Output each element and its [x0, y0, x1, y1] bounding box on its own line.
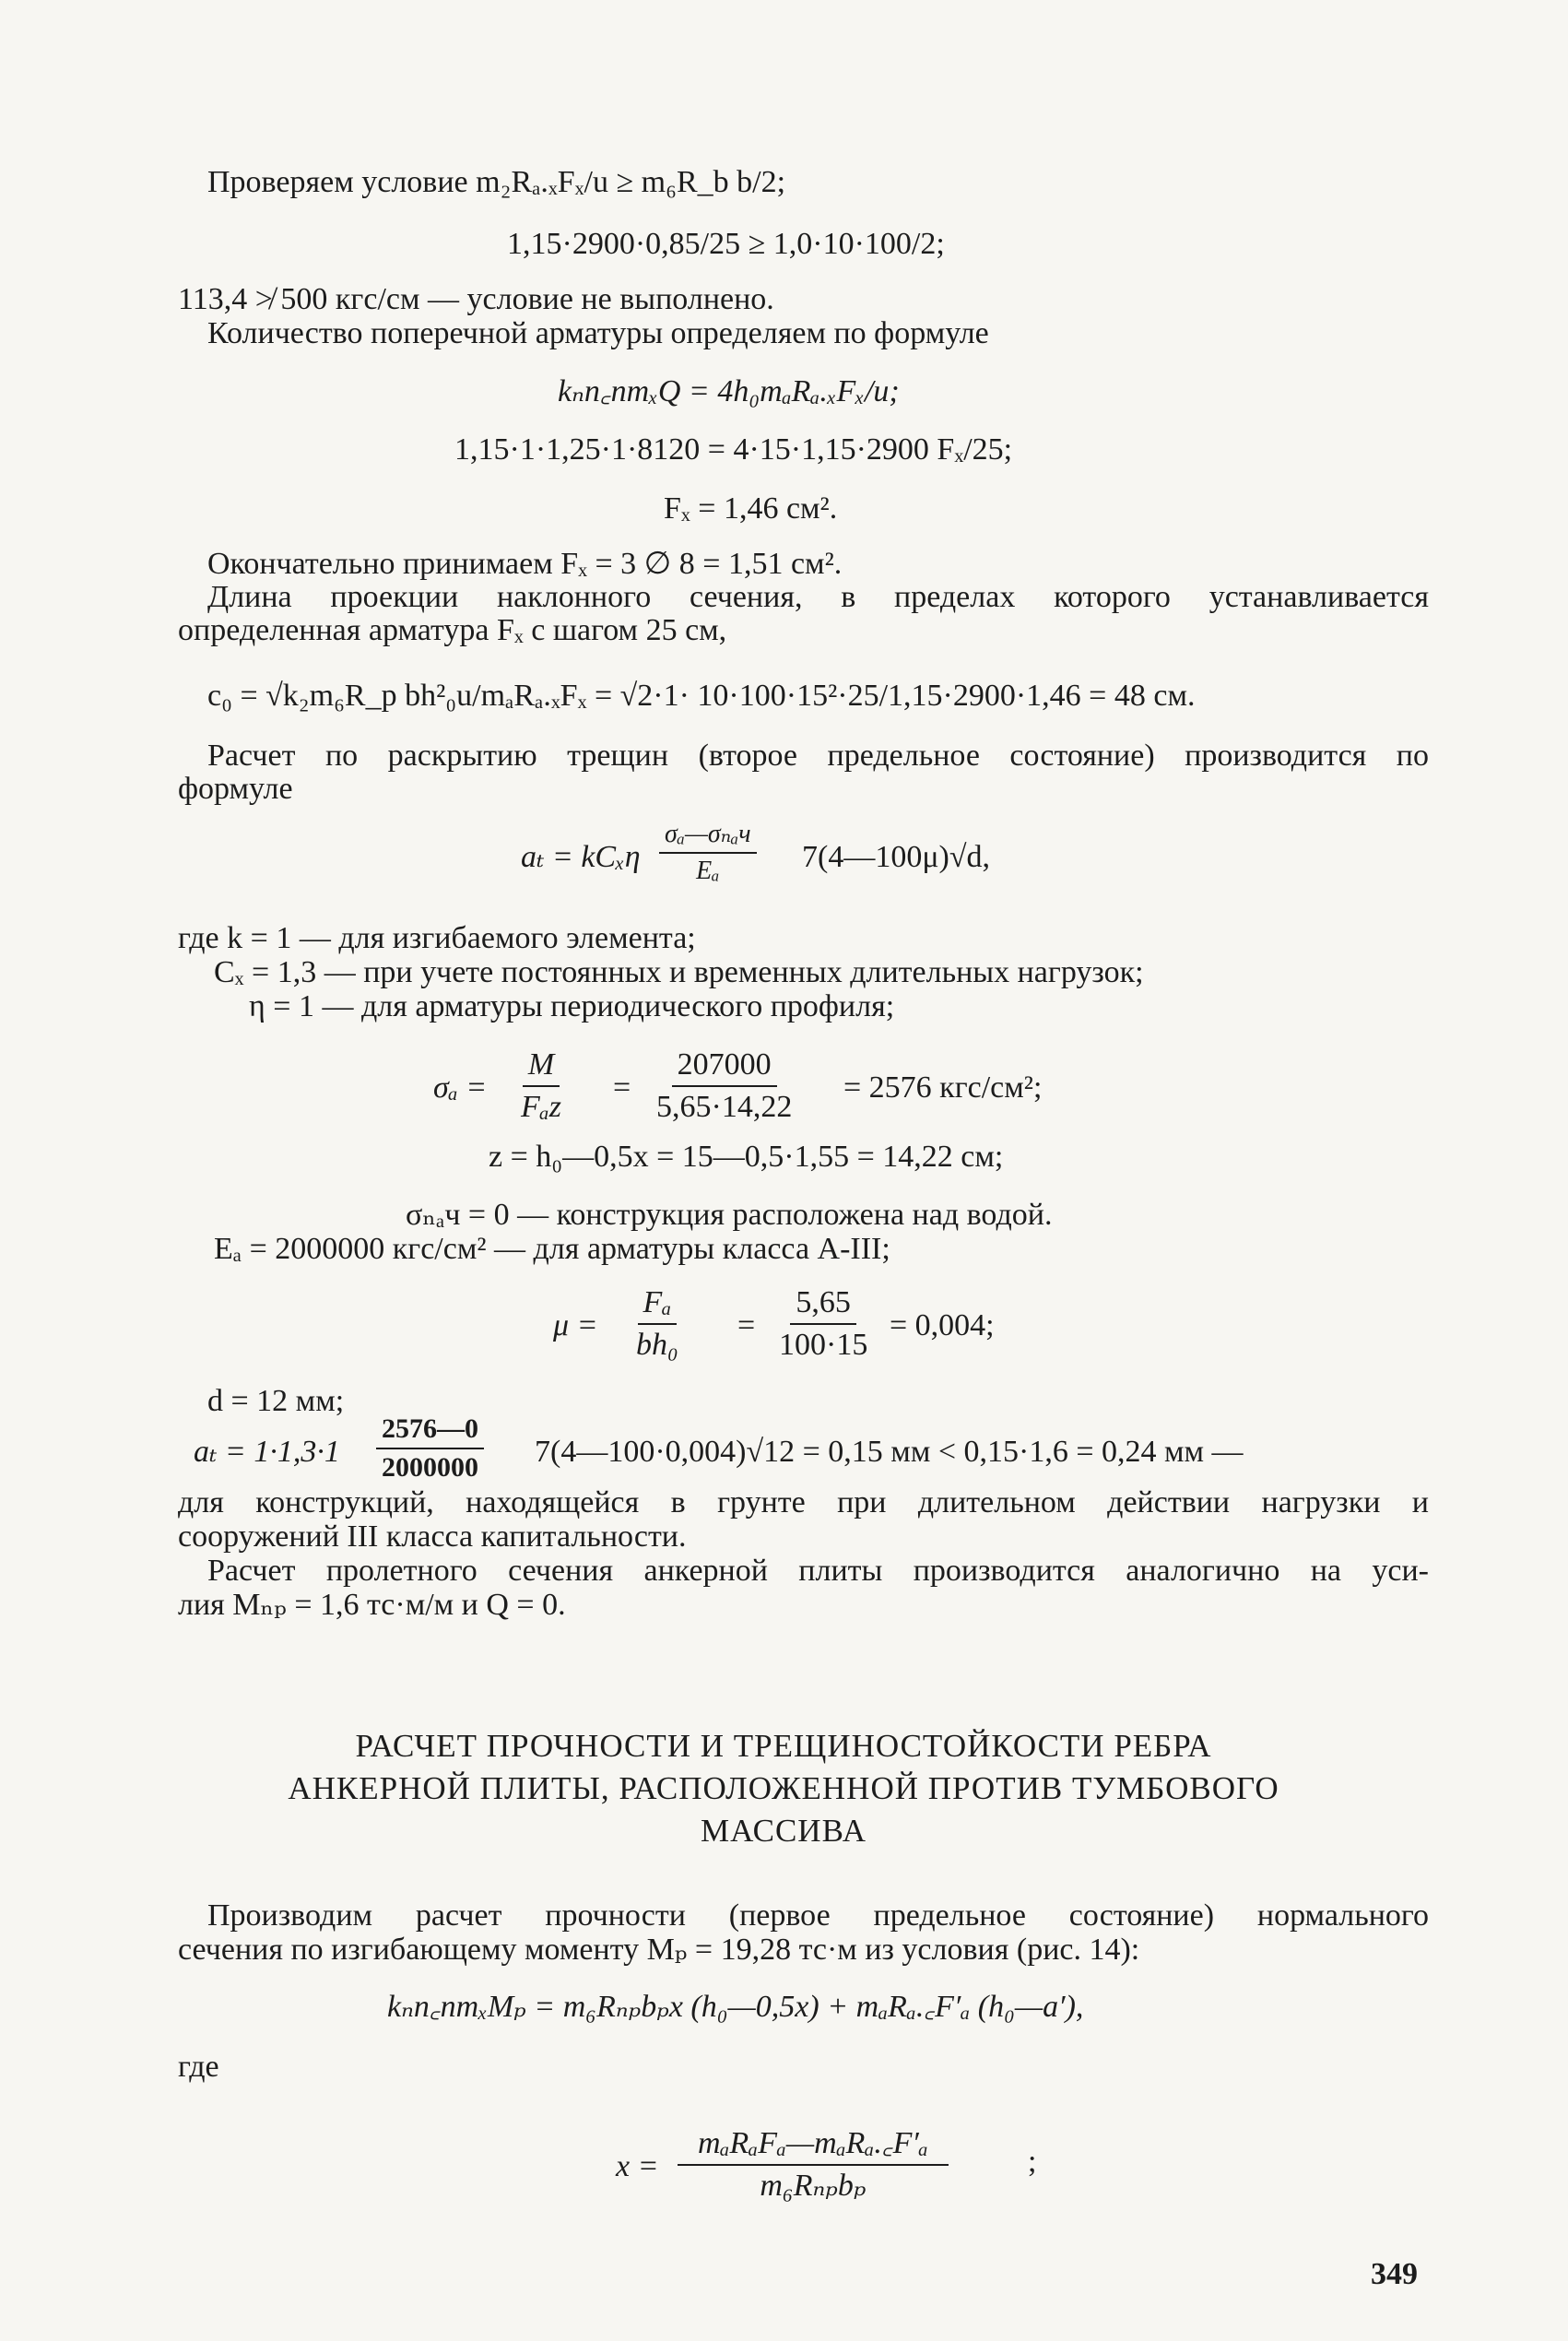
section-heading-line: АНКЕРНОЙ ПЛИТЫ, РАСПОЛОЖЕННОЙ ПРОТИВ ТУМБОВОГО — [288, 1770, 1279, 1806]
formula-eq: = — [613, 1070, 631, 1105]
formula-line: c₀ = √k₂m₆R_p bh²₀u/mₐRₐ.ₓFₓ = √2·1· 10·100·15²·25/1,15·2900·1,46 = 48 см. — [207, 679, 1196, 713]
formula-line: 1,15·2900·0,85/25 ≥ 1,0·10·100/2; — [507, 227, 945, 261]
fraction-denominator: bh₀ — [636, 1328, 678, 1362]
fraction-denominator: 5,65·14,22 — [656, 1090, 793, 1124]
text-line: формуле — [178, 772, 293, 806]
fraction-numerator: 207000 — [672, 1046, 777, 1087]
text-line: сооружений III класса капитальности. — [178, 1519, 687, 1554]
fraction — [678, 2125, 949, 2205]
text-line: лия Mₙₚ = 1,6 тс·м/м и Q = 0. — [178, 1588, 566, 1622]
formula-lhs: aₜ = kCₓη — [521, 840, 641, 874]
text-line: Eₐ = 2000000 кгс/см² — для арматуры класса A-III; — [214, 1232, 890, 1266]
formula-line: kₙn꜀nmₓQ = 4h₀mₐRₐ.ₓFₓ/u; — [558, 374, 900, 408]
text-line: σₙₐч = 0 — конструкция расположена над водой. — [406, 1198, 1053, 1232]
formula-line: Fₓ = 1,46 см². — [664, 491, 838, 526]
text-line: где k = 1 — для изгибаемого элемента; — [178, 921, 696, 955]
formula-lhs: σₐ = — [433, 1070, 488, 1105]
fraction — [376, 1413, 484, 1484]
fraction-numerator: 2576—0 — [376, 1413, 484, 1449]
section-heading-line: РАСЧЕТ ПРОЧНОСТИ И ТРЕЩИНОСТОЙКОСТИ РЕБРА — [355, 1728, 1212, 1764]
formula-rhs: = 2576 кгс/см²; — [843, 1070, 1043, 1105]
text-line: Расчет пролетного сечения анкерной плиты производится аналогично на уси- — [207, 1554, 1429, 1588]
formula-lhs: x = — [616, 2149, 659, 2183]
fraction-denominator: 2000000 — [382, 1452, 478, 1483]
formula-rhs: 7(4—100μ)√d, — [802, 840, 991, 874]
text-line: η = 1 — для арматуры периодического профиля; — [249, 989, 895, 1023]
fraction — [779, 1284, 867, 1364]
fraction-denominator: m₆Rₙₚbₚ — [760, 2169, 867, 2203]
formula-line: 1,15·1·1,25·1·8120 = 4·15·1,15·2900 Fₓ/25; — [454, 432, 1013, 467]
text-line: где — [178, 2050, 219, 2084]
formula-eq: = — [737, 1308, 756, 1342]
text-line: Длина проекции наклонного сечения, в пределах которого устанавливается — [207, 580, 1429, 614]
text-line: 113,4 ≯ 500 кгс/см — условие не выполнено. — [178, 282, 774, 316]
text-line: определенная арматура Fₓ с шагом 25 см, — [178, 613, 727, 647]
fraction-numerator: 5,65 — [790, 1284, 856, 1325]
text-line: d = 12 мм; — [207, 1384, 345, 1418]
fraction-numerator: mₐRₐFₐ—mₐRₐ.꜀F′ₐ — [678, 2125, 949, 2166]
fraction-denominator: 100·15 — [779, 1328, 868, 1362]
fraction-numerator: σₐ—σₙₐч — [659, 819, 757, 854]
fraction-denominator: Fₐz — [521, 1090, 561, 1124]
fraction-numerator: Fₐ — [638, 1284, 678, 1325]
page-number: 349 — [1371, 2257, 1418, 2291]
fraction — [659, 819, 757, 887]
formula-rhs: = 0,004; — [890, 1308, 995, 1342]
formula-lhs: aₜ = 1·1,3·1 — [194, 1435, 340, 1469]
fraction — [521, 1046, 561, 1126]
text-line: Производим расчет прочности (первое предельное состояние) нормального — [207, 1898, 1429, 1933]
formula-line: z = h₀—0,5x = 15—0,5·1,55 = 14,22 см; — [489, 1140, 1004, 1174]
formula-line: kₙn꜀nmₓMₚ = m₆Rₙₚbₚx (h₀—0,5x) + mₐRₐ.꜀F′ₐ (h₀—a′), — [387, 1990, 1084, 2024]
fraction-denominator: Eₐ — [696, 857, 720, 885]
text-line: Расчет по раскрытию трещин (второе предельное состояние) производится по — [207, 739, 1429, 773]
text-line: сечения по изгибающему моменту Mₚ = 19,28 тс·м из условия (рис. 14): — [178, 1933, 1140, 1967]
text-line: Окончательно принимаем Fₓ = 3 ∅ 8 = 1,51 см². — [207, 547, 843, 581]
fraction-numerator: M — [523, 1046, 560, 1087]
formula-rhs: ; — [1028, 2145, 1037, 2179]
formula-lhs: μ = — [553, 1308, 598, 1342]
fraction — [656, 1046, 792, 1126]
fraction — [636, 1284, 678, 1364]
text-line: Проверяем условие m₂Rₐ.ₓFₓ/u ≥ m₆R_b b/2; — [207, 165, 786, 199]
text-line: для конструкций, находящейся в грунте при длительном действии нагрузки и — [178, 1485, 1429, 1519]
text-line: Количество поперечной арматуры определяем по формуле — [207, 316, 989, 350]
formula-rhs: 7(4—100·0,004)√12 = 0,15 мм < 0,15·1,6 = 0,24 мм — — [535, 1435, 1244, 1469]
section-heading-line: МАССИВА — [700, 1813, 867, 1849]
text-line: Cₓ = 1,3 — при учете постоянных и временных длительных нагрузок; — [214, 955, 1144, 989]
